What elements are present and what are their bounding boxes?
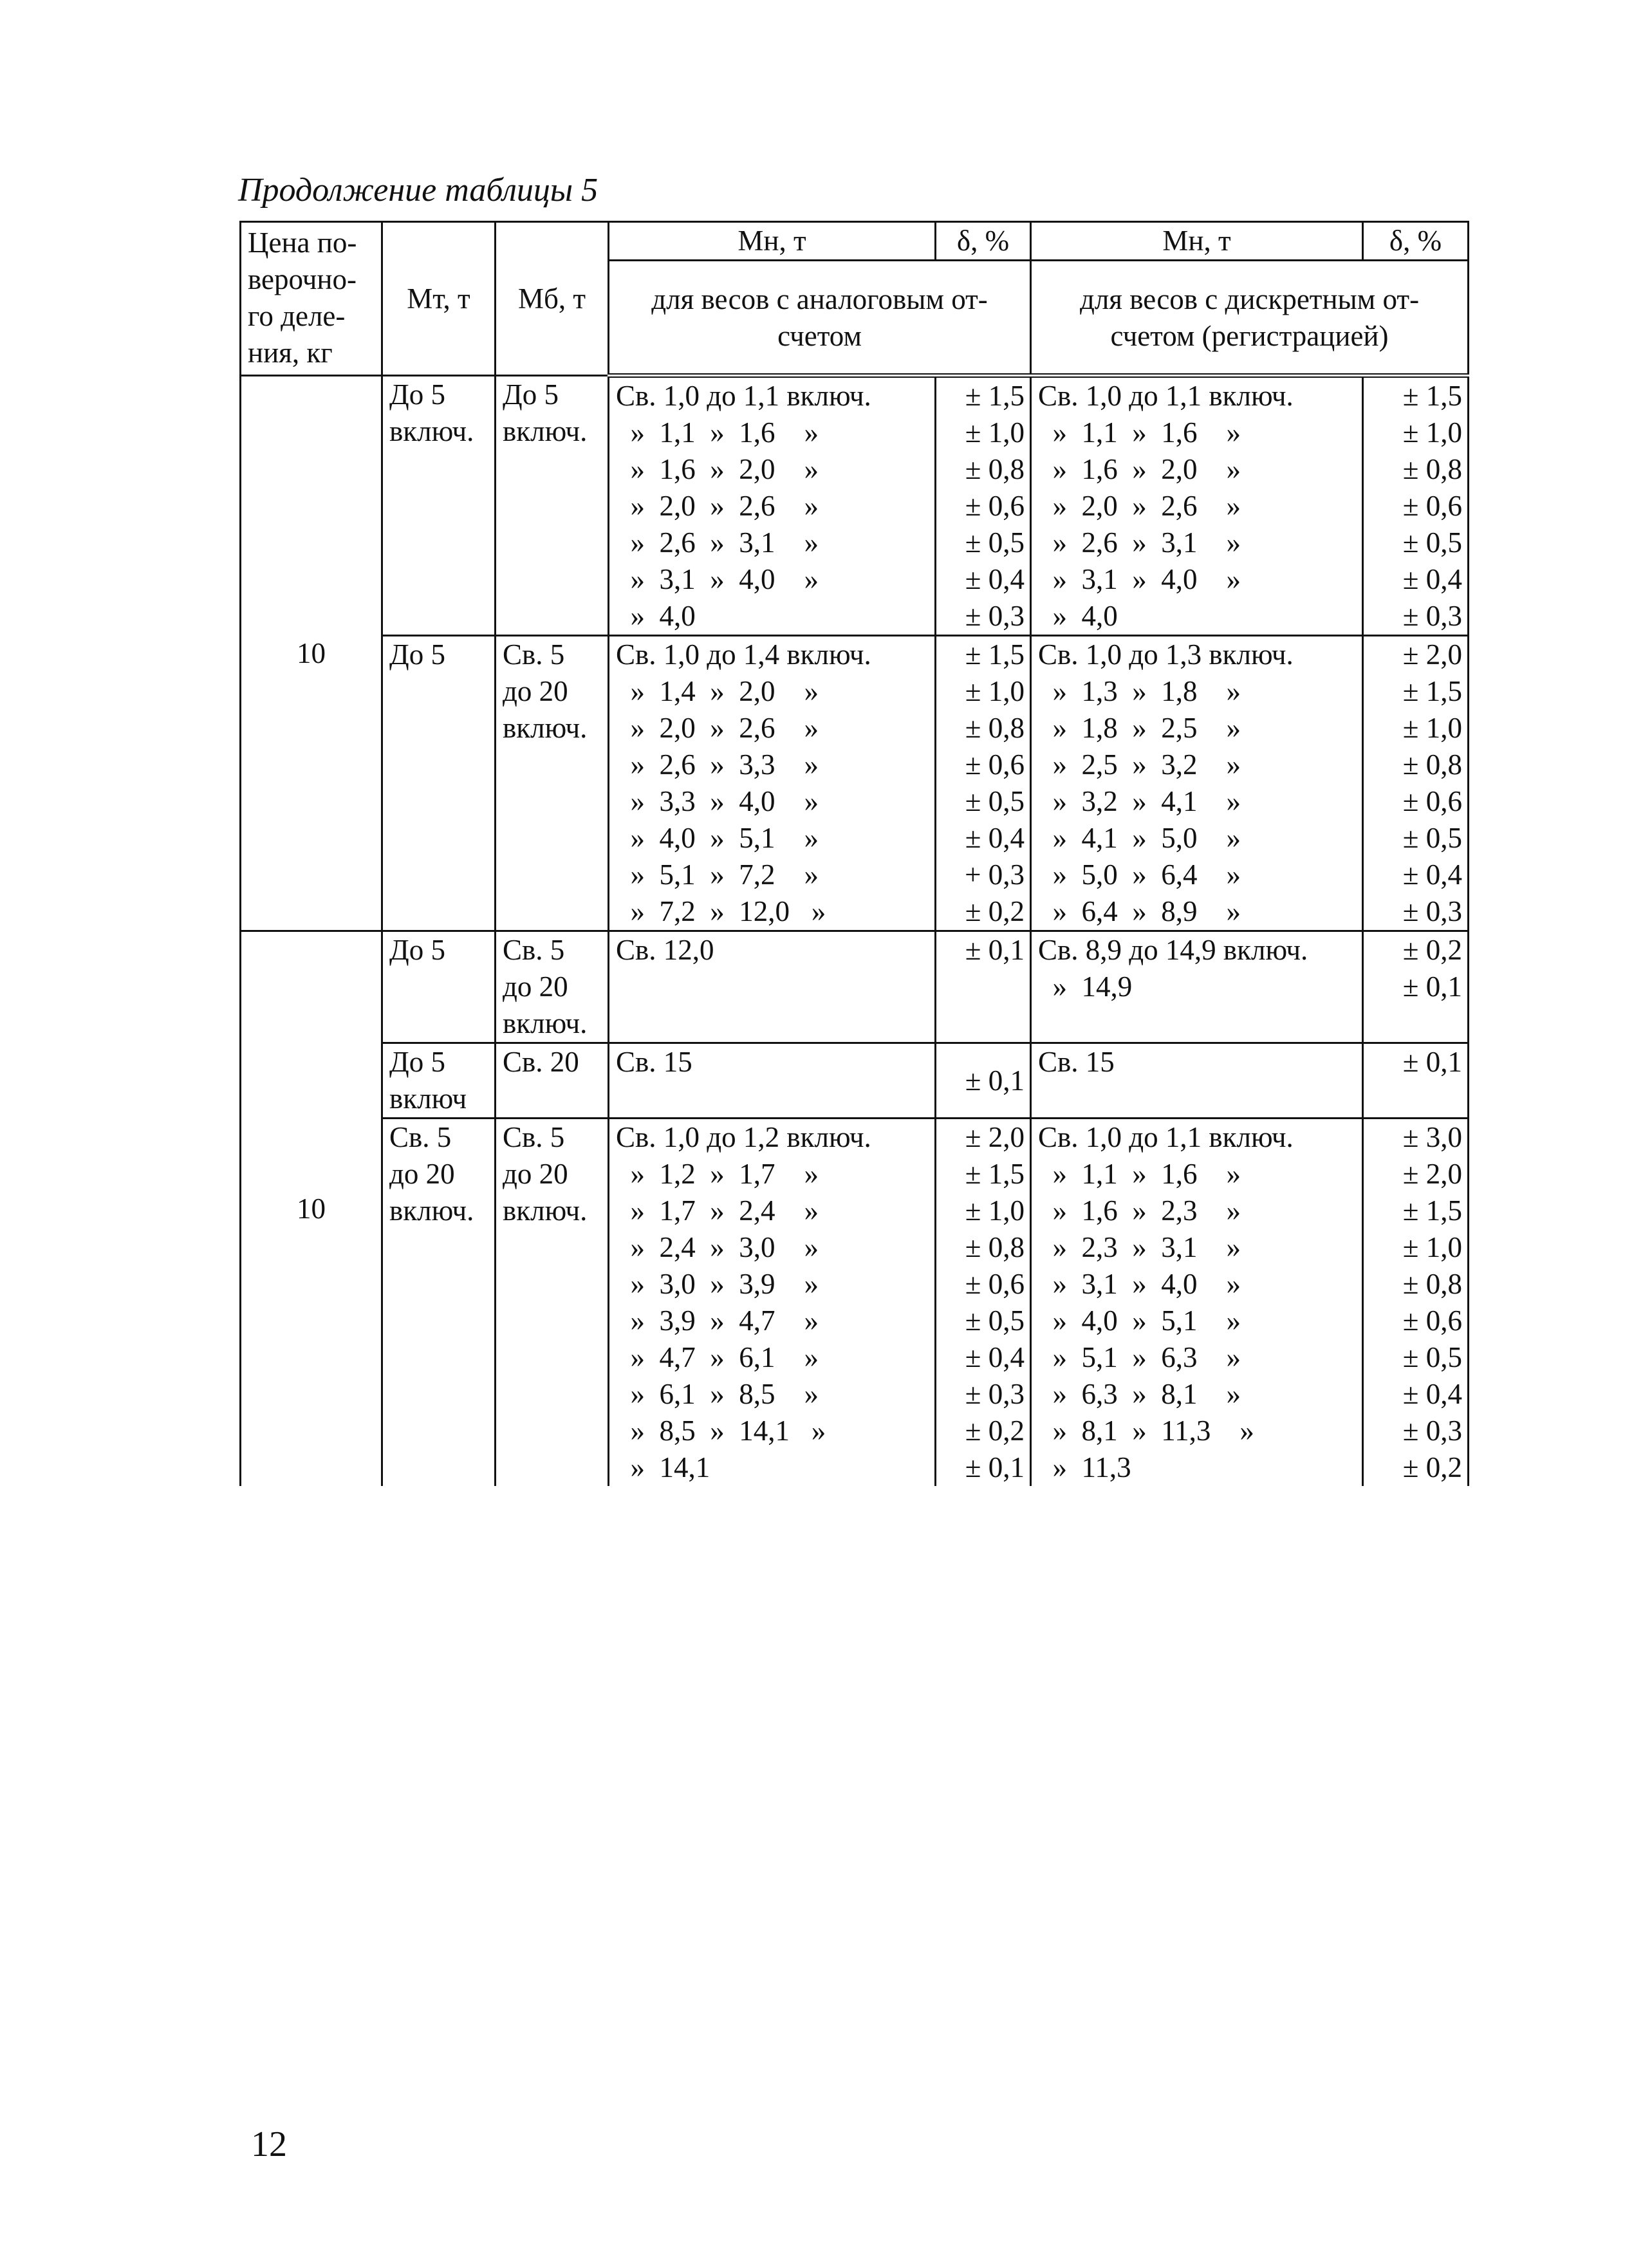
cell-line: до 20 [503,1158,568,1190]
cell-line: » 1,1 » 1,6 » [616,416,819,449]
cell-line: ± 1,0 [965,416,1025,449]
cell-line: » 5,1 » 7,2 » [616,859,819,891]
cell-line: ± 0,1 [965,1451,1025,1483]
discrete-delta-cell [1363,931,1469,1043]
cell-line: включ. [503,1007,588,1039]
cell-line: ± 0,6 [1402,490,1462,522]
table-row [241,636,1469,931]
cell-line: Св. 5 [503,638,565,671]
discrete-mn-cell [1031,931,1363,1043]
accuracy-table [239,221,1469,1486]
cell-line: Св. 1,0 до 1,3 включ. [1038,638,1294,671]
cell-line: ± 0,5 [965,785,1025,817]
cell-line: До 5 [389,378,445,411]
header-mt: Mт, т [382,222,496,376]
discrete-mn-cell [1031,1119,1363,1487]
cell-line: » 3,1 » 4,0 » [1038,563,1241,595]
cell-line: ± 1,0 [965,675,1025,707]
cell-line: » 4,7 » 6,1 » [616,1341,819,1373]
cell-line: ± 0,5 [965,526,1025,559]
cell-line: » 4,0 [616,600,696,632]
cell-line: » 14,9 [1038,970,1133,1003]
discrete-delta-cell [1363,636,1469,931]
cell-line: ± 1,5 [1402,1194,1462,1227]
cell-line: Св. 12,0 [616,934,714,966]
cell-line: Св. 5 [503,934,565,966]
header-delta-discrete: δ, % [1363,222,1469,261]
cell-line: » 2,3 » 3,1 » [1038,1231,1241,1263]
cell-line: ± 0,6 [965,748,1025,781]
cell-line: » 2,6 » 3,3 » [616,748,819,781]
cell-line: Св. 1,0 до 1,1 включ. [616,380,871,412]
price-division-cell: 10 [241,931,382,1487]
price-division-cell: 10 [241,376,382,931]
cell-line: для весов с дискретным от- [1079,283,1420,315]
cell-line: » 3,2 » 4,1 » [1038,785,1241,817]
header-price-division [241,222,382,376]
table-caption: Продолжение таблицы 5 [238,172,599,209]
cell-line: » 1,6 » 2,3 » [1038,1194,1241,1227]
cell-line: ± 0,8 [965,712,1025,744]
mt-cell [382,931,496,1043]
cell-line: До 5 [389,638,445,671]
cell-line: ± 1,0 [1402,712,1462,744]
table-body [241,376,1469,1487]
cell-line: ± 1,0 [1402,416,1462,449]
cell-line: » 5,1 » 6,3 » [1038,1341,1241,1373]
cell-line: ± 0,3 [1402,600,1462,632]
cell-line: Св. 1,0 до 1,1 включ. [1038,1121,1294,1153]
mb-cell [496,376,609,636]
mt-cell [382,1043,496,1119]
cell-line: Св. 5 [503,1121,565,1153]
cell-line: Св. 1,0 до 1,1 включ. [1038,380,1294,412]
cell-line: ± 0,3 [1402,1415,1462,1447]
cell-line: ± 1,0 [965,1194,1025,1227]
accuracy-table-wrapper [239,221,1467,1486]
cell-line: ± 0,3 [965,600,1025,632]
analog-mn-cell [609,376,936,636]
cell-line: Св. 5 [389,1121,452,1153]
cell-line: ± 0,2 [1402,1451,1462,1483]
cell-line: » 4,0 » 5,1 » [1038,1305,1241,1337]
cell-line: включ. [389,1194,474,1227]
cell-line: Св. 20 [503,1046,579,1078]
cell-line: Св. 1,0 до 1,2 включ. [616,1121,871,1153]
discrete-delta-cell [1363,1119,1469,1487]
cell-line: счетом (регистрацией) [1110,320,1389,352]
discrete-mn-cell [1031,1043,1363,1119]
cell-line: ± 0,2 [965,1415,1025,1447]
cell-line: ния, кг [248,337,333,369]
cell-line: ± 0,2 [965,895,1025,927]
cell-line: » 1,2 » 1,7 » [616,1158,819,1190]
cell-line: счетом [777,320,862,352]
cell-line: » 1,3 » 1,8 » [1038,675,1241,707]
analog-delta-cell [936,376,1031,636]
cell-line: включ [389,1082,467,1115]
cell-line: ± 0,8 [1402,453,1462,485]
cell-line: ± 0,8 [965,1231,1025,1263]
cell-line: верочно- [248,263,357,295]
cell-line: До 5 [389,1046,445,1078]
cell-line: для весов с аналоговым от- [651,283,988,315]
header-row [241,222,1469,261]
cell-line: до 20 [503,970,568,1003]
cell-line: » 4,0 » 5,1 » [616,822,819,854]
cell-line: » 3,9 » 4,7 » [616,1305,819,1337]
cell-line: » 7,2 » 12,0 » [616,895,826,927]
cell-line: » 3,0 » 3,9 » [616,1268,819,1300]
cell-line: ± 0,1 [965,1064,1025,1097]
cell-line: Св. 1,0 до 1,4 включ. [616,638,871,671]
header-mb: Mб, т [496,222,609,376]
cell-line: » 4,0 [1038,600,1118,632]
cell-line: до 20 [389,1158,455,1190]
cell-line: » 2,0 » 2,6 » [1038,490,1241,522]
mb-cell [496,1043,609,1119]
cell-line: ± 0,6 [965,1268,1025,1300]
cell-line: » 1,8 » 2,5 » [1038,712,1241,744]
cell-line: » 1,6 » 2,0 » [616,453,819,485]
cell-line: го деле- [248,300,346,332]
cell-line: ± 2,0 [1402,1158,1462,1190]
analog-mn-cell [609,1043,936,1119]
analog-mn-cell [609,1119,936,1487]
header-discrete-scales [1031,261,1469,376]
cell-line: » 2,5 » 3,2 » [1038,748,1241,781]
analog-mn-cell [609,931,936,1043]
header-delta-analog: δ, % [936,222,1031,261]
cell-line: ± 0,2 [1402,934,1462,966]
cell-line: ± 0,1 [1402,1046,1462,1078]
cell-line: Св. 15 [616,1046,692,1078]
cell-line: » 14,1 [616,1451,710,1483]
cell-line: ± 1,0 [1402,1231,1462,1263]
cell-line: ± 2,0 [965,1121,1025,1153]
analog-delta-cell [936,636,1031,931]
cell-line: » 5,0 » 6,4 » [1038,859,1241,891]
cell-line: ± 0,1 [1402,970,1462,1003]
cell-line: » 3,3 » 4,0 » [616,785,819,817]
cell-line: ± 0,5 [1402,526,1462,559]
discrete-mn-cell [1031,636,1363,931]
cell-line: » 8,1 » 11,3 » [1038,1415,1254,1447]
cell-line: » 6,4 » 8,9 » [1038,895,1241,927]
cell-line: ± 3,0 [1402,1121,1462,1153]
header-mn-analog: Mн, т [609,222,936,261]
cell-line: ± 0,8 [1402,748,1462,781]
mb-cell [496,1119,609,1487]
table-row [241,931,1469,1043]
cell-line: ± 0,5 [965,1305,1025,1337]
cell-line: » 2,4 » 3,0 » [616,1231,819,1263]
cell-line: ± 0,1 [965,934,1025,966]
mt-cell [382,376,496,636]
cell-line: » 2,0 » 2,6 » [616,712,819,744]
cell-line: » 1,6 » 2,0 » [1038,453,1241,485]
cell-line: ± 0,4 [1402,1378,1462,1410]
cell-line: включ. [389,415,474,447]
mb-cell [496,636,609,931]
cell-line: ± 0,5 [1402,1341,1462,1373]
cell-line: » 6,3 » 8,1 » [1038,1378,1241,1410]
cell-line: » 4,1 » 5,0 » [1038,822,1241,854]
cell-line: » 8,5 » 14,1 » [616,1415,826,1447]
cell-line: ± 0,6 [1402,1305,1462,1337]
discrete-delta-cell [1363,1043,1469,1119]
cell-line: » 1,1 » 1,6 » [1038,1158,1241,1190]
cell-line: » 1,1 » 1,6 » [1038,416,1241,449]
cell-line: + 0,3 [965,859,1025,891]
cell-line: » 6,1 » 8,5 » [616,1378,819,1410]
cell-line: ± 0,4 [1402,563,1462,595]
mb-cell [496,931,609,1043]
cell-line: Св. 8,9 до 14,9 включ. [1038,934,1308,966]
cell-line: ± 0,8 [965,453,1025,485]
cell-line: включ. [503,712,588,744]
cell-line: » 2,6 » 3,1 » [616,526,819,559]
cell-line: ± 0,4 [965,563,1025,595]
header-mn-discrete: Mн, т [1031,222,1363,261]
cell-line: включ. [503,1194,588,1227]
cell-line: ± 1,5 [965,1158,1025,1190]
cell-line: До 5 [389,934,445,966]
cell-line: ± 0,4 [965,822,1025,854]
cell-line: ± 0,5 [1402,822,1462,854]
cell-line: » 1,4 » 2,0 » [616,675,819,707]
discrete-mn-cell [1031,376,1363,636]
mt-cell [382,1119,496,1487]
cell-line: » 3,1 » 4,0 » [1038,1268,1241,1300]
mt-cell [382,636,496,931]
cell-line: До 5 [503,378,559,411]
cell-line: ± 1,5 [1402,675,1462,707]
cell-line: » 2,0 » 2,6 » [616,490,819,522]
cell-line: Цена по- [248,227,357,259]
analog-delta-cell [936,1119,1031,1487]
table-row [241,1119,1469,1487]
cell-line: » 2,6 » 3,1 » [1038,526,1241,559]
cell-line: ± 1,5 [965,638,1025,671]
cell-line: ± 0,8 [1402,1268,1462,1300]
cell-line: ± 0,6 [965,490,1025,522]
cell-line: » 11,3 [1038,1451,1131,1483]
cell-line: ± 1,5 [965,380,1025,412]
cell-line: » 3,1 » 4,0 » [616,563,819,595]
cell-line: ± 0,3 [965,1378,1025,1410]
header-analog-scales [609,261,1031,376]
cell-line: Св. 15 [1038,1046,1115,1078]
analog-mn-cell [609,636,936,931]
cell-line: ± 2,0 [1402,638,1462,671]
cell-line: » 1,7 » 2,4 » [616,1194,819,1227]
cell-line: включ. [503,415,588,447]
cell-line: ± 0,4 [965,1341,1025,1373]
page-number: 12 [251,2124,287,2164]
cell-line: ± 0,3 [1402,895,1462,927]
table-row [241,376,1469,636]
analog-delta-cell [936,931,1031,1043]
cell-line: ± 0,6 [1402,785,1462,817]
analog-delta-cell [936,1043,1031,1119]
table-row [241,1043,1469,1119]
cell-line: до 20 [503,675,568,707]
discrete-delta-cell [1363,376,1469,636]
cell-line: ± 1,5 [1402,380,1462,412]
cell-line: ± 0,4 [1402,859,1462,891]
